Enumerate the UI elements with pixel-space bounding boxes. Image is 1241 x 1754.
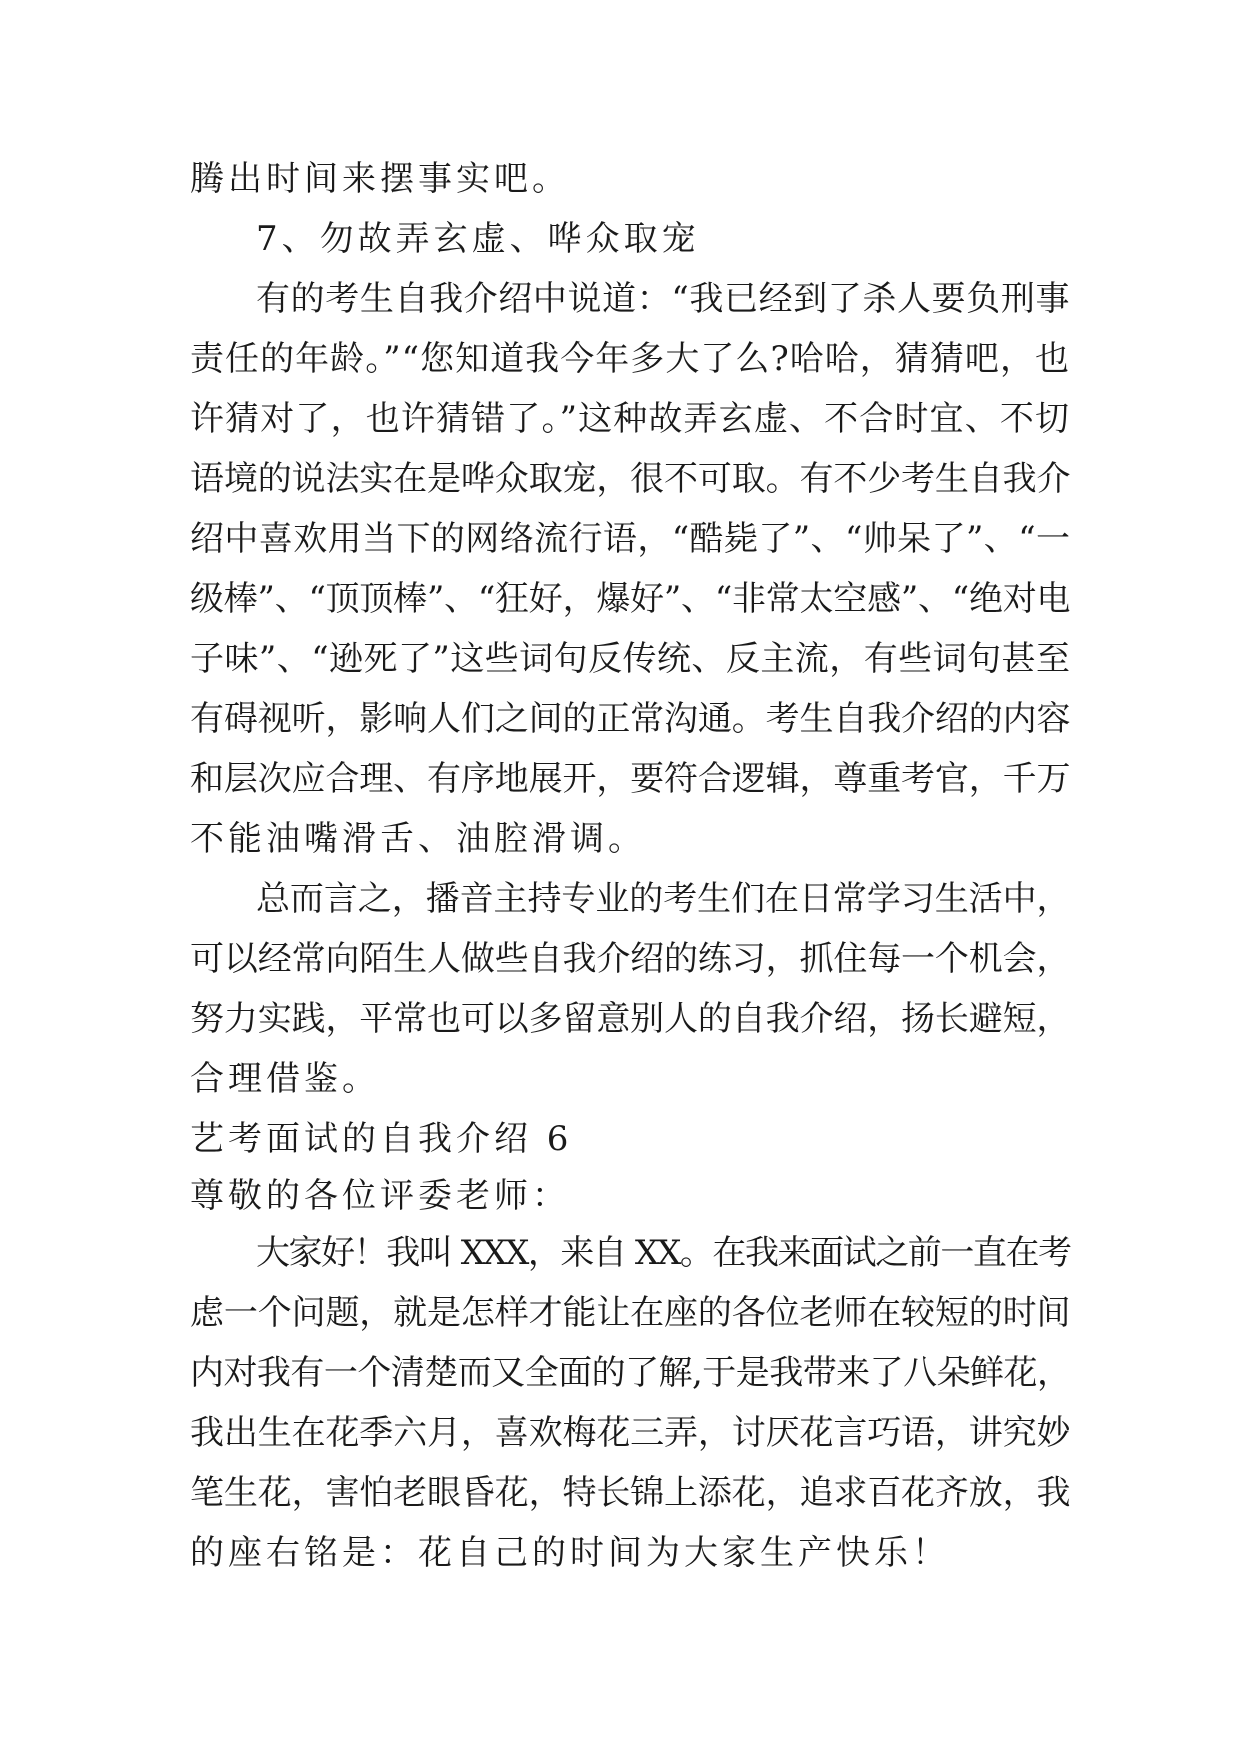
section-title: 艺考面试的自我介绍 6	[190, 1119, 573, 1159]
section-heading: 7、勿故弄玄虚、哗众取宠	[256, 219, 700, 259]
paragraph-line: 笔生花，害怕老眼昏花，特长锦上添花，追求百花齐放，我	[190, 1473, 1070, 1513]
paragraph-line: 语境的说法实在是哗众取宠，很不可取。有不少考生自我介	[190, 459, 1070, 499]
paragraph-line: 努力实践，平常也可以多留意别人的自我介绍，扬长避短，	[190, 999, 1070, 1039]
paragraph-line: 子味”、“逊死了”这些词句反传统、反主流，有些词句甚至	[190, 639, 1070, 679]
paragraph-line: 总而言之，播音主持专业的考生们在日常学习生活中，	[256, 879, 1070, 919]
paragraph-line: 我出生在花季六月，喜欢梅花三弄，讨厌花言巧语，讲究妙	[190, 1413, 1070, 1453]
document-body	[190, 152, 1070, 1586]
paragraph-line: 有的考生自我介绍中说道：“我已经到了杀人要负刑事	[256, 279, 1070, 319]
paragraph-line: 不能油嘴滑舌、油腔滑调。	[190, 819, 646, 859]
paragraph-line: 大家好！我叫 XXX，来自 XX。在我来面试之前一直在考	[256, 1233, 1070, 1273]
paragraph-line: 有碍视听，影响人们之间的正常沟通。考生自我介绍的内容	[190, 699, 1070, 739]
paragraph-line: 内对我有一个清楚而又全面的了解,于是我带来了八朵鲜花，	[190, 1353, 1070, 1393]
paragraph-line: 合理借鉴。	[190, 1059, 380, 1099]
paragraph-line: 级棒”、“顶顶棒”、“狂好，爆好”、“非常太空感”、“绝对电	[190, 579, 1070, 619]
paragraph-line: 许猜对了，也许猜错了。”这种故弄玄虚、不合时宜、不切	[190, 399, 1070, 439]
paragraph-line: 腾出时间来摆事实吧。	[190, 159, 570, 199]
paragraph-line: 绍中喜欢用当下的网络流行语，“酷毙了”、“帅呆了”、“一	[190, 519, 1070, 559]
salutation: 尊敬的各位评委老师：	[190, 1176, 570, 1216]
paragraph-line: 责任的年龄。”“您知道我今年多大了么?哈哈，猜猜吧，也	[190, 339, 1070, 379]
paragraph-line: 可以经常向陌生人做些自我介绍的练习，抓住每一个机会，	[190, 939, 1070, 979]
paragraph-line: 的座右铭是：花自己的时间为大家生产快乐！	[190, 1533, 950, 1573]
paragraph-line: 和层次应合理、有序地展开，要符合逻辑，尊重考官，千万	[190, 759, 1070, 799]
paragraph-line: 虑一个问题，就是怎样才能让在座的各位老师在较短的时间	[190, 1293, 1070, 1333]
